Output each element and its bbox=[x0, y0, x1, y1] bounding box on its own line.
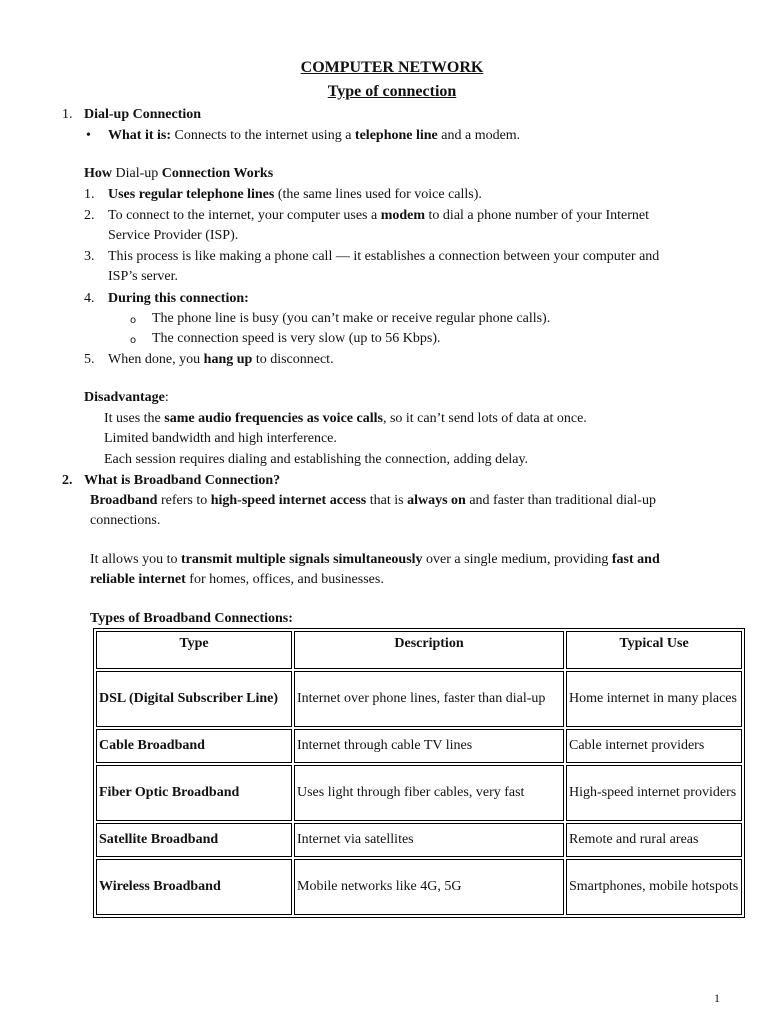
table-row bbox=[96, 859, 742, 915]
p2-text-2: over a single medium, providing bbox=[426, 552, 609, 567]
p2-text-1: It allows you to bbox=[90, 552, 178, 567]
cell-typical-use: Smartphones, mobile hotspots bbox=[566, 859, 742, 915]
section-2-heading: What is Broadband Connection? bbox=[84, 473, 281, 488]
disadvantage-heading bbox=[84, 388, 169, 408]
disadvantage-colon: : bbox=[164, 390, 169, 405]
step-5-pre: When done, you bbox=[108, 352, 201, 367]
broadband-para-1-line-2: connections. bbox=[90, 513, 161, 528]
step-number: 4. bbox=[84, 291, 95, 306]
p2-bold-2: fast and bbox=[611, 552, 660, 567]
what-it-is-line bbox=[108, 126, 520, 146]
header-typical-use: Typical Use bbox=[566, 631, 742, 669]
what-bold: telephone line bbox=[354, 128, 438, 143]
bullet-icon: • bbox=[86, 128, 91, 143]
broadband-para-2 bbox=[90, 550, 660, 570]
step-5 bbox=[108, 350, 334, 370]
step-number: 1. bbox=[84, 187, 95, 202]
section-2-number: 2. bbox=[62, 473, 73, 488]
step-2-post: to dial a phone number of your Internet bbox=[428, 208, 649, 223]
types-heading: Types of Broadband Connections: bbox=[90, 611, 293, 626]
p2-bold-1: transmit multiple signals simultaneously bbox=[181, 552, 423, 567]
disadvantage-item-2: Limited bandwidth and high interference. bbox=[104, 431, 337, 446]
what-text-2: and a modem. bbox=[441, 128, 521, 143]
sub-item-1: The phone line is busy (you can’t make or receive regular phone calls). bbox=[152, 311, 551, 326]
sub-item-2: The connection speed is very slow (up to 56 Kbps). bbox=[152, 331, 441, 346]
table-row bbox=[96, 729, 742, 763]
broadband-types-table bbox=[93, 628, 745, 918]
step-2-line-2: Service Provider (ISP). bbox=[108, 228, 239, 243]
step-1-bold: Uses regular telephone lines bbox=[108, 187, 275, 202]
step-2 bbox=[108, 206, 649, 226]
cell-typical-use: Home internet in many places bbox=[566, 671, 742, 727]
how-word: How bbox=[84, 166, 112, 181]
cell-typical-use: Remote and rural areas bbox=[566, 823, 742, 857]
p1-bold-1: Broadband bbox=[90, 493, 158, 508]
disadv-1-bold: same audio frequencies as voice calls bbox=[164, 411, 383, 426]
step-5-post: to disconnect. bbox=[255, 352, 334, 367]
section-1-heading: Dial-up Connection bbox=[84, 107, 202, 122]
table-row bbox=[96, 823, 742, 857]
step-3-line-2: ISP’s server. bbox=[108, 269, 178, 284]
disadv-1-post: , so it can’t send lots of data at once. bbox=[382, 411, 587, 426]
how-rest-words: Connection Works bbox=[161, 166, 274, 181]
step-4: During this connection: bbox=[108, 291, 249, 306]
step-5-bold: hang up bbox=[203, 352, 253, 367]
what-label: What it is: bbox=[108, 128, 171, 143]
table-header-row bbox=[96, 631, 742, 669]
step-3: This process is like making a phone call — it establishes a connection between your computer and bbox=[108, 249, 660, 264]
cell-description: Uses light through fiber cables, very fast bbox=[294, 765, 564, 821]
cell-type: Satellite Broadband bbox=[96, 823, 292, 857]
document-title: COMPUTER NETWORK bbox=[300, 59, 484, 76]
disadvantage-item-3: Each session requires dialing and establishing the connection, adding delay. bbox=[104, 452, 529, 467]
disadvantage-label: Disadvantage bbox=[84, 390, 165, 405]
circle-bullet-icon: o bbox=[130, 335, 137, 346]
step-2-bold: modem bbox=[380, 208, 426, 223]
what-text-1: Connects to the internet using a bbox=[174, 128, 352, 143]
how-heading bbox=[84, 164, 273, 184]
table-row bbox=[96, 671, 742, 727]
page-number: 1 bbox=[714, 991, 720, 1005]
cell-type: Wireless Broadband bbox=[96, 859, 292, 915]
p2-text-3: for homes, offices, and businesses. bbox=[189, 572, 384, 587]
cell-description: Internet via satellites bbox=[294, 823, 564, 857]
step-number: 3. bbox=[84, 249, 95, 264]
header-description: Description bbox=[294, 631, 564, 669]
circle-bullet-icon: o bbox=[130, 315, 137, 326]
cell-typical-use: Cable internet providers bbox=[566, 729, 742, 763]
table-row bbox=[96, 765, 742, 821]
step-number: 2. bbox=[84, 208, 95, 223]
cell-typical-use: High-speed internet providers bbox=[566, 765, 742, 821]
cell-description: Internet over phone lines, faster than dial-up bbox=[294, 671, 564, 727]
cell-type: DSL (Digital Subscriber Line) bbox=[96, 671, 292, 727]
cell-type: Fiber Optic Broadband bbox=[96, 765, 292, 821]
p1-text-2: that is bbox=[369, 493, 404, 508]
cell-description: Mobile networks like 4G, 5G bbox=[294, 859, 564, 915]
broadband-para-2-line-2 bbox=[90, 570, 384, 590]
how-dialup-word: Dial-up bbox=[115, 166, 159, 181]
disadv-1-pre: It uses the bbox=[104, 411, 161, 426]
disadvantage-item-1 bbox=[104, 409, 587, 429]
step-1 bbox=[108, 185, 482, 205]
step-2-pre: To connect to the internet, your computer uses a bbox=[108, 208, 378, 223]
step-number: 5. bbox=[84, 352, 95, 367]
broadband-para-1 bbox=[90, 491, 656, 511]
cell-type: Cable Broadband bbox=[96, 729, 292, 763]
step-1-text: (the same lines used for voice calls). bbox=[277, 187, 482, 202]
section-1-number: 1. bbox=[62, 107, 73, 122]
p1-bold-2: high-speed internet access bbox=[210, 493, 367, 508]
p1-text-3: and faster than traditional dial-up bbox=[469, 493, 656, 508]
p1-bold-3: always on bbox=[407, 493, 466, 508]
p1-text-1: refers to bbox=[160, 493, 208, 508]
document-subtitle: Type of connection bbox=[327, 83, 457, 100]
header-type: Type bbox=[96, 631, 292, 669]
p2-bold-3: reliable internet bbox=[90, 572, 186, 587]
cell-description: Internet through cable TV lines bbox=[294, 729, 564, 763]
